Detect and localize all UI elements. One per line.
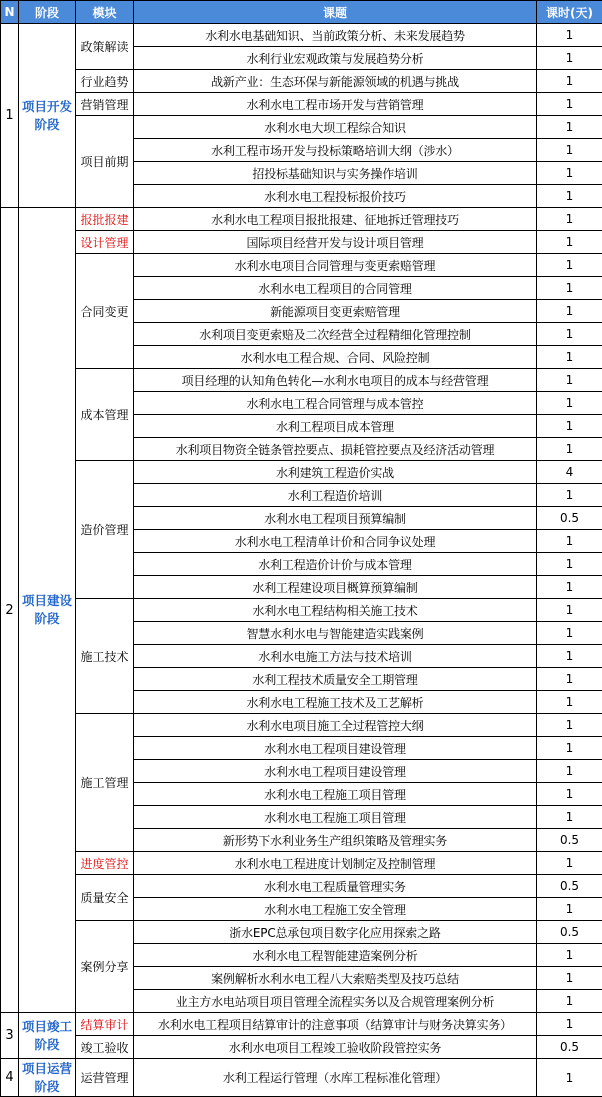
topic-cell: 水利项目物资全链条管控要点、损耗管控要点及经济活动管理 xyxy=(134,438,537,461)
days-cell: 1 xyxy=(537,990,602,1013)
days-cell: 1 xyxy=(537,254,602,277)
days-cell: 1 xyxy=(537,783,602,806)
header-days: 课时(天) xyxy=(537,1,602,24)
topic-cell: 水利水电项目施工全过程管控大纲 xyxy=(134,714,537,737)
topic-cell: 水利水电工程清单计价和合同争议处理 xyxy=(134,530,537,553)
topic-cell: 水利水电工程合同管理与成本管控 xyxy=(134,392,537,415)
module-cell: 施工管理 xyxy=(76,714,134,852)
days-cell: 1 xyxy=(537,967,602,990)
days-cell: 1 xyxy=(537,714,602,737)
topic-cell: 水利水电工程项目建设管理 xyxy=(134,737,537,760)
stage-name: 项目竣工阶段 xyxy=(19,1013,76,1059)
topic-cell: 水利工程市场开发与投标策略培训大纲（涉水） xyxy=(134,139,537,162)
topic-cell: 智慧水利水电与智能建造实践案例 xyxy=(134,622,537,645)
topic-cell: 水利项目变更索赔及二次经营全过程精细化管理控制 xyxy=(134,323,537,346)
table-row xyxy=(1,852,602,875)
days-cell: 1 xyxy=(537,1013,602,1036)
topic-cell: 水利水电工程项目的合同管理 xyxy=(134,277,537,300)
days-cell: 1 xyxy=(537,392,602,415)
topic-cell: 水利水电工程进度计划制定及控制管理 xyxy=(134,852,537,875)
module-cell: 报批报建 xyxy=(76,208,134,231)
module-cell: 政策解读 xyxy=(76,24,134,70)
days-cell: 0.5 xyxy=(537,1036,602,1059)
module-cell: 质量安全 xyxy=(76,875,134,921)
topic-cell: 水利水电工程市场开发与营销管理 xyxy=(134,93,537,116)
module-cell: 运营管理 xyxy=(76,1059,134,1097)
days-cell: 1 xyxy=(537,944,602,967)
days-cell: 1 xyxy=(537,576,602,599)
module-cell: 营销管理 xyxy=(76,93,134,116)
module-cell: 行业趋势 xyxy=(76,70,134,93)
header-stage: 阶段 xyxy=(19,1,76,24)
days-cell: 1 xyxy=(537,93,602,116)
topic-cell: 水利工程建设项目概算预算编制 xyxy=(134,576,537,599)
table-row xyxy=(1,254,602,277)
stage-number: 3 xyxy=(1,1013,19,1059)
days-cell: 0.5 xyxy=(537,921,602,944)
days-cell: 1 xyxy=(537,369,602,392)
topic-cell: 水利水电工程结构相关施工技术 xyxy=(134,599,537,622)
topic-cell: 水利水电工程合规、合同、风险控制 xyxy=(134,346,537,369)
topic-cell: 水利工程项目成本管理 xyxy=(134,415,537,438)
days-cell: 1 xyxy=(537,438,602,461)
days-cell: 1 xyxy=(537,116,602,139)
header-row xyxy=(1,1,602,24)
days-cell: 1 xyxy=(537,300,602,323)
days-cell: 1 xyxy=(537,346,602,369)
table-row xyxy=(1,1036,602,1059)
topic-cell: 水利工程造价培训 xyxy=(134,484,537,507)
header-n: N xyxy=(1,1,19,24)
days-cell: 1 xyxy=(537,415,602,438)
topic-cell: 水利行业宏观政策与发展趋势分析 xyxy=(134,47,537,70)
days-cell: 4 xyxy=(537,461,602,484)
topic-cell: 水利水电项目工程竣工验收阶段管控实务 xyxy=(134,1036,537,1059)
topic-cell: 水利水电工程质量管理实务 xyxy=(134,875,537,898)
topic-cell: 案例解析水利水电工程八大索赔类型及技巧总结 xyxy=(134,967,537,990)
topic-cell: 水利水电施工方法与技术培训 xyxy=(134,645,537,668)
table-row xyxy=(1,70,602,93)
topic-cell: 水利工程技术质量安全工期管理 xyxy=(134,668,537,691)
table-row xyxy=(1,93,602,116)
module-cell: 造价管理 xyxy=(76,461,134,599)
module-cell: 施工技术 xyxy=(76,599,134,714)
header-topic: 课题 xyxy=(134,1,537,24)
stage-name: 项目建设阶段 xyxy=(19,208,76,1013)
days-cell: 1 xyxy=(537,553,602,576)
module-cell: 案例分享 xyxy=(76,921,134,1013)
days-cell: 1 xyxy=(537,185,602,208)
topic-cell: 水利水电大坝工程综合知识 xyxy=(134,116,537,139)
topic-cell: 水利水电工程项目建设管理 xyxy=(134,760,537,783)
topic-cell: 战新产业：生态环保与新能源领域的机遇与挑战 xyxy=(134,70,537,93)
table-row xyxy=(1,599,602,622)
days-cell: 0.5 xyxy=(537,507,602,530)
topic-cell: 新能源项目变更索赔管理 xyxy=(134,300,537,323)
days-cell: 1 xyxy=(537,852,602,875)
days-cell: 1 xyxy=(537,599,602,622)
days-cell: 1 xyxy=(537,139,602,162)
topic-cell: 水利水电项目合同管理与变更索赔管理 xyxy=(134,254,537,277)
topic-cell: 水利水电工程项目结算审计的注意事项（结算审计与财务决算实务） xyxy=(134,1013,537,1036)
days-cell: 1 xyxy=(537,70,602,93)
topic-cell: 水利水电基础知识、当前政策分析、未来发展趋势 xyxy=(134,24,537,47)
days-cell: 1 xyxy=(537,691,602,714)
module-cell: 项目前期 xyxy=(76,116,134,208)
topic-cell: 水利水电工程智能建造案例分析 xyxy=(134,944,537,967)
topic-cell: 新形势下水利业务生产组织策略及管理实务 xyxy=(134,829,537,852)
topic-cell: 水利水电工程施工项目管理 xyxy=(134,783,537,806)
module-cell: 设计管理 xyxy=(76,231,134,254)
table-row xyxy=(1,714,602,737)
table-row xyxy=(1,1059,602,1097)
topic-cell: 水利水电工程施工项目管理 xyxy=(134,806,537,829)
stage-number: 2 xyxy=(1,208,19,1013)
table-row xyxy=(1,369,602,392)
table-row xyxy=(1,1013,602,1036)
topic-cell: 项目经理的认知角色转化—水利水电项目的成本与经营管理 xyxy=(134,369,537,392)
stage-name: 项目运营阶段 xyxy=(19,1059,76,1097)
topic-cell: 水利水电工程投标报价技巧 xyxy=(134,185,537,208)
days-cell: 1 xyxy=(537,277,602,300)
topic-cell: 水利工程运行管理（水库工程标准化管理） xyxy=(134,1059,537,1097)
days-cell: 1 xyxy=(537,668,602,691)
topic-cell: 招投标基础知识与实务操作培训 xyxy=(134,162,537,185)
stage-number: 4 xyxy=(1,1059,19,1097)
days-cell: 1 xyxy=(537,760,602,783)
days-cell: 1 xyxy=(537,231,602,254)
days-cell: 1 xyxy=(537,737,602,760)
topic-cell: 水利水电工程施工安全管理 xyxy=(134,898,537,921)
days-cell: 1 xyxy=(537,530,602,553)
days-cell: 1 xyxy=(537,323,602,346)
days-cell: 1 xyxy=(537,484,602,507)
header-module: 模块 xyxy=(76,1,134,24)
module-cell: 进度管控 xyxy=(76,852,134,875)
table-row xyxy=(1,921,602,944)
topic-cell: 水利水电工程项目预算编制 xyxy=(134,507,537,530)
topic-cell: 国际项目经营开发与设计项目管理 xyxy=(134,231,537,254)
days-cell: 0.5 xyxy=(537,829,602,852)
days-cell: 1 xyxy=(537,898,602,921)
table-row xyxy=(1,875,602,898)
days-cell: 1 xyxy=(537,47,602,70)
topic-cell: 水利水电工程项目报批报建、征地拆迁管理技巧 xyxy=(134,208,537,231)
module-cell: 竣工验收 xyxy=(76,1036,134,1059)
days-cell: 0.5 xyxy=(537,875,602,898)
module-cell: 结算审计 xyxy=(76,1013,134,1036)
table-row xyxy=(1,24,602,47)
stage-number: 1 xyxy=(1,24,19,208)
topic-cell: 业主方水电站项目项目管理全流程实务以及合规管理案例分析 xyxy=(134,990,537,1013)
table-row xyxy=(1,208,602,231)
days-cell: 1 xyxy=(537,622,602,645)
topic-cell: 水利水电工程施工技术及工艺解析 xyxy=(134,691,537,714)
module-cell: 合同变更 xyxy=(76,254,134,369)
stage-name: 项目开发阶段 xyxy=(19,24,76,208)
days-cell: 1 xyxy=(537,208,602,231)
module-cell: 成本管理 xyxy=(76,369,134,461)
days-cell: 1 xyxy=(537,1059,602,1097)
days-cell: 1 xyxy=(537,806,602,829)
table-row xyxy=(1,231,602,254)
table-row xyxy=(1,116,602,139)
topic-cell: 水利工程造价计价与成本管理 xyxy=(134,553,537,576)
days-cell: 1 xyxy=(537,645,602,668)
topic-cell: 浙水EPC总承包项目数字化应用探索之路 xyxy=(134,921,537,944)
days-cell: 1 xyxy=(537,24,602,47)
table-row xyxy=(1,461,602,484)
topic-cell: 水利建筑工程造价实战 xyxy=(134,461,537,484)
days-cell: 1 xyxy=(537,162,602,185)
